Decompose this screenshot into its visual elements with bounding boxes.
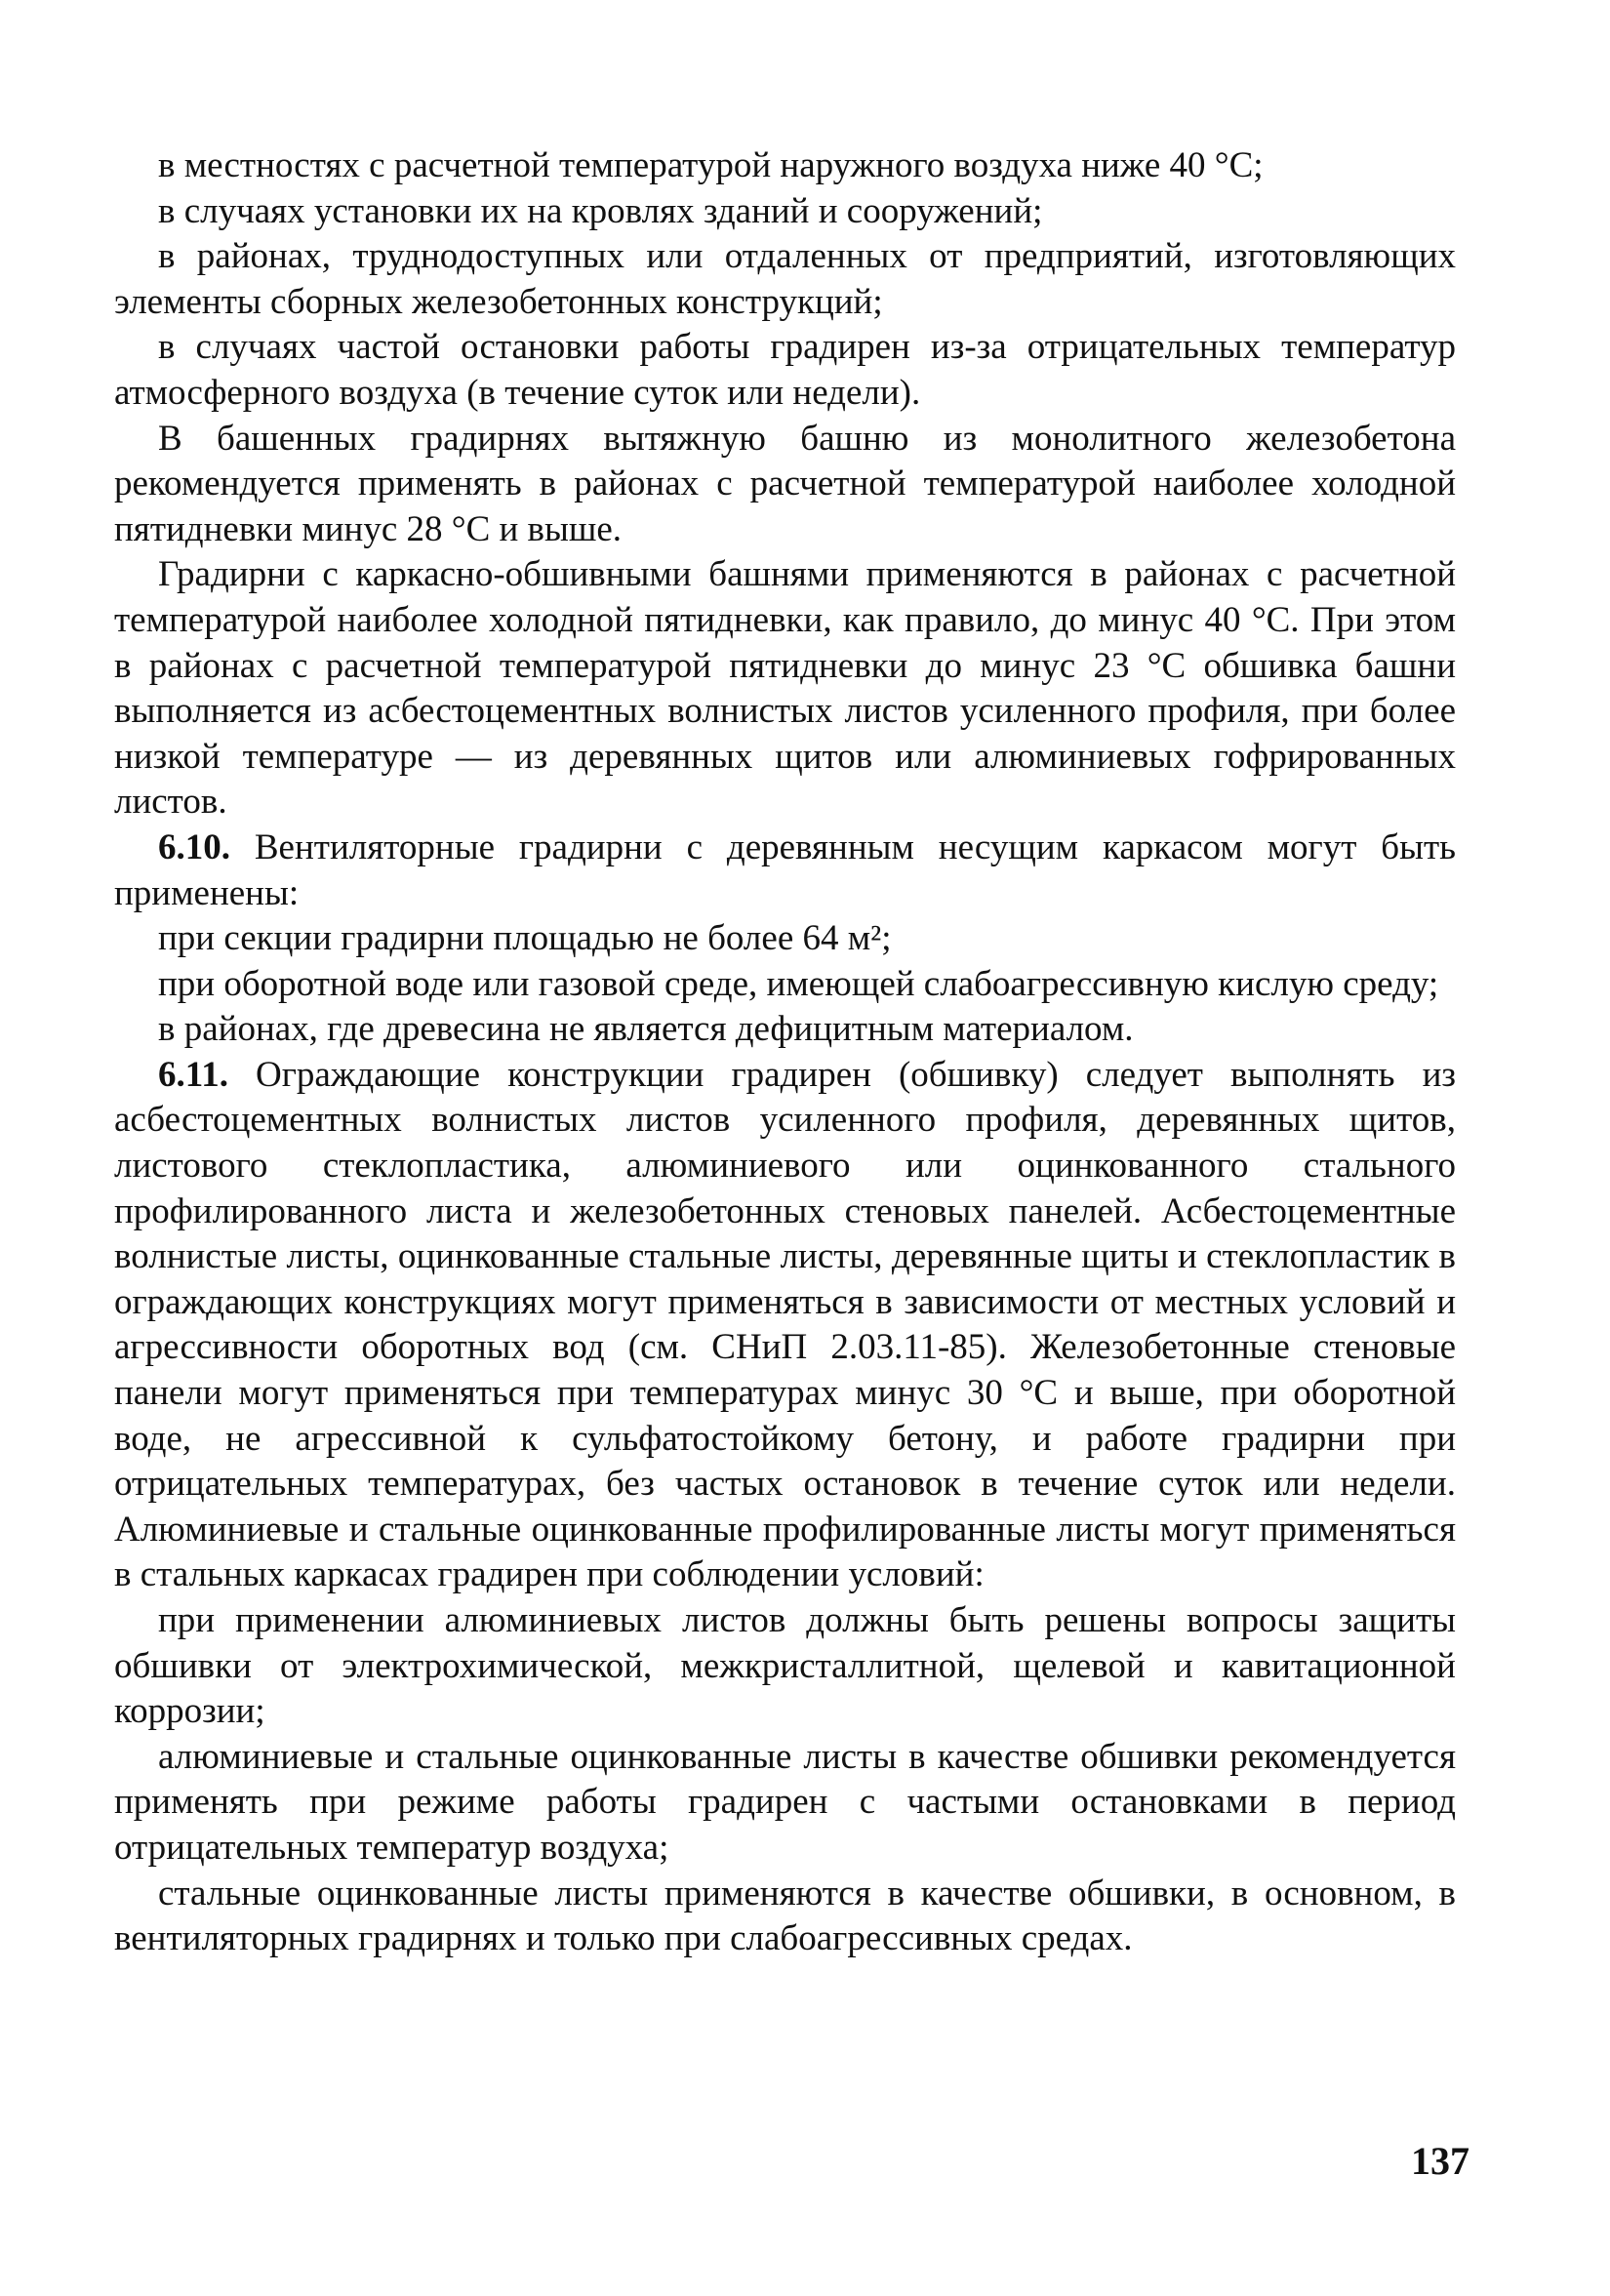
page-number: 137 — [1411, 2139, 1469, 2183]
paragraph: стальные оцинкованные листы применяются в качестве обшивки, в основном, в вентиляторных градирнях и только при слабоагрессивных средах. — [114, 1873, 1456, 1959]
paragraph: при секции градирни площадью не более 64 м²; — [158, 918, 892, 959]
section-paragraph: 6.11. Ограждающие конструкции градирен (обшивку) следует выполнять из асбестоцементных волнистых листов усиленного профиля, деревянных щитов, листового стеклопластика, алюминиевого или оцинкованного стального профилированного листа и железобетонных стеновых панелей. Асбестоцементные волнистые листы, оцинкованные стальные листы, деревянные щиты и стеклопластик в ограждающих конструкциях могут применяться в зависимости от местных условий и агрессивности оборотных вод (см. СНиП 2.03.11-85). Железобетонные стеновые панели могут применяться при температурах минус 30 °С и выше, при оборотной воде, не агрессивной к сульфатостойкому бетону, и работе градирни при отрицательных температурах, без частых остановок в течение суток или недели. Алюминиевые и стальные оцинкованные профилированные листы могут применяться в стальных каркасах градирен при соблюдении условий: — [114, 1054, 1456, 1595]
paragraph: Градирни с каркасно-обшивными башнями применяются в районах с расчетной температурой наиболее холодной пятидневки, как правило, до минус 40 °С. При этом в районах с расчетной температурой пятидневки до минус 23 °С обшивка башни выполняется из асбестоцементных волнистых листов усиленного профиля, при более низкой температуре — из деревянных щитов или алюминиевых гофрированных листов. — [114, 554, 1456, 823]
paragraph: алюминиевые и стальные оцинкованные листы в качестве обшивки рекомендуется применять при режиме работы градирен с частыми остановками в период отрицательных температур воздуха; — [114, 1736, 1456, 1868]
paragraph: в районах, где древесина не является дефицитным материалом. — [158, 1009, 1134, 1050]
section-number: 6.10. — [158, 826, 230, 867]
paragraph: в случаях установки их на кровлях зданий и сооружений; — [158, 190, 1043, 231]
paragraph: в местностях с расчетной температурой наружного воздуха ниже 40 °С; — [158, 145, 1264, 185]
section-paragraph: 6.10. Вентиляторные градирни с деревянным несущим каркасом могут быть применены: — [114, 826, 1456, 913]
paragraph: в районах, труднодоступных или отдаленных от предприятий, изготовляющих элементы сборных железобетонных конструкций; — [114, 236, 1456, 322]
paragraph: В башенных градирнях вытяжную башню из монолитного железобетона рекомендуется применять в районах с расчетной температурой наиболее холодной пятидневки минус 28 °С и выше. — [114, 418, 1456, 549]
body-text — [114, 143, 1456, 1962]
section-number: 6.11. — [158, 1054, 228, 1095]
paragraph: при оборотной воде или газовой среде, имеющей слабоагрессивную кислую среду; — [158, 963, 1439, 1004]
paragraph: при применении алюминиевых листов должны быть решены вопросы защиты обшивки от электрохимической, межкристаллитной, щелевой и кавитационной коррозии; — [114, 1600, 1456, 1732]
paragraph: в случаях частой остановки работы градирен из-за отрицательных температур атмосферного воздуха (в течение суток или недели). — [114, 327, 1456, 413]
